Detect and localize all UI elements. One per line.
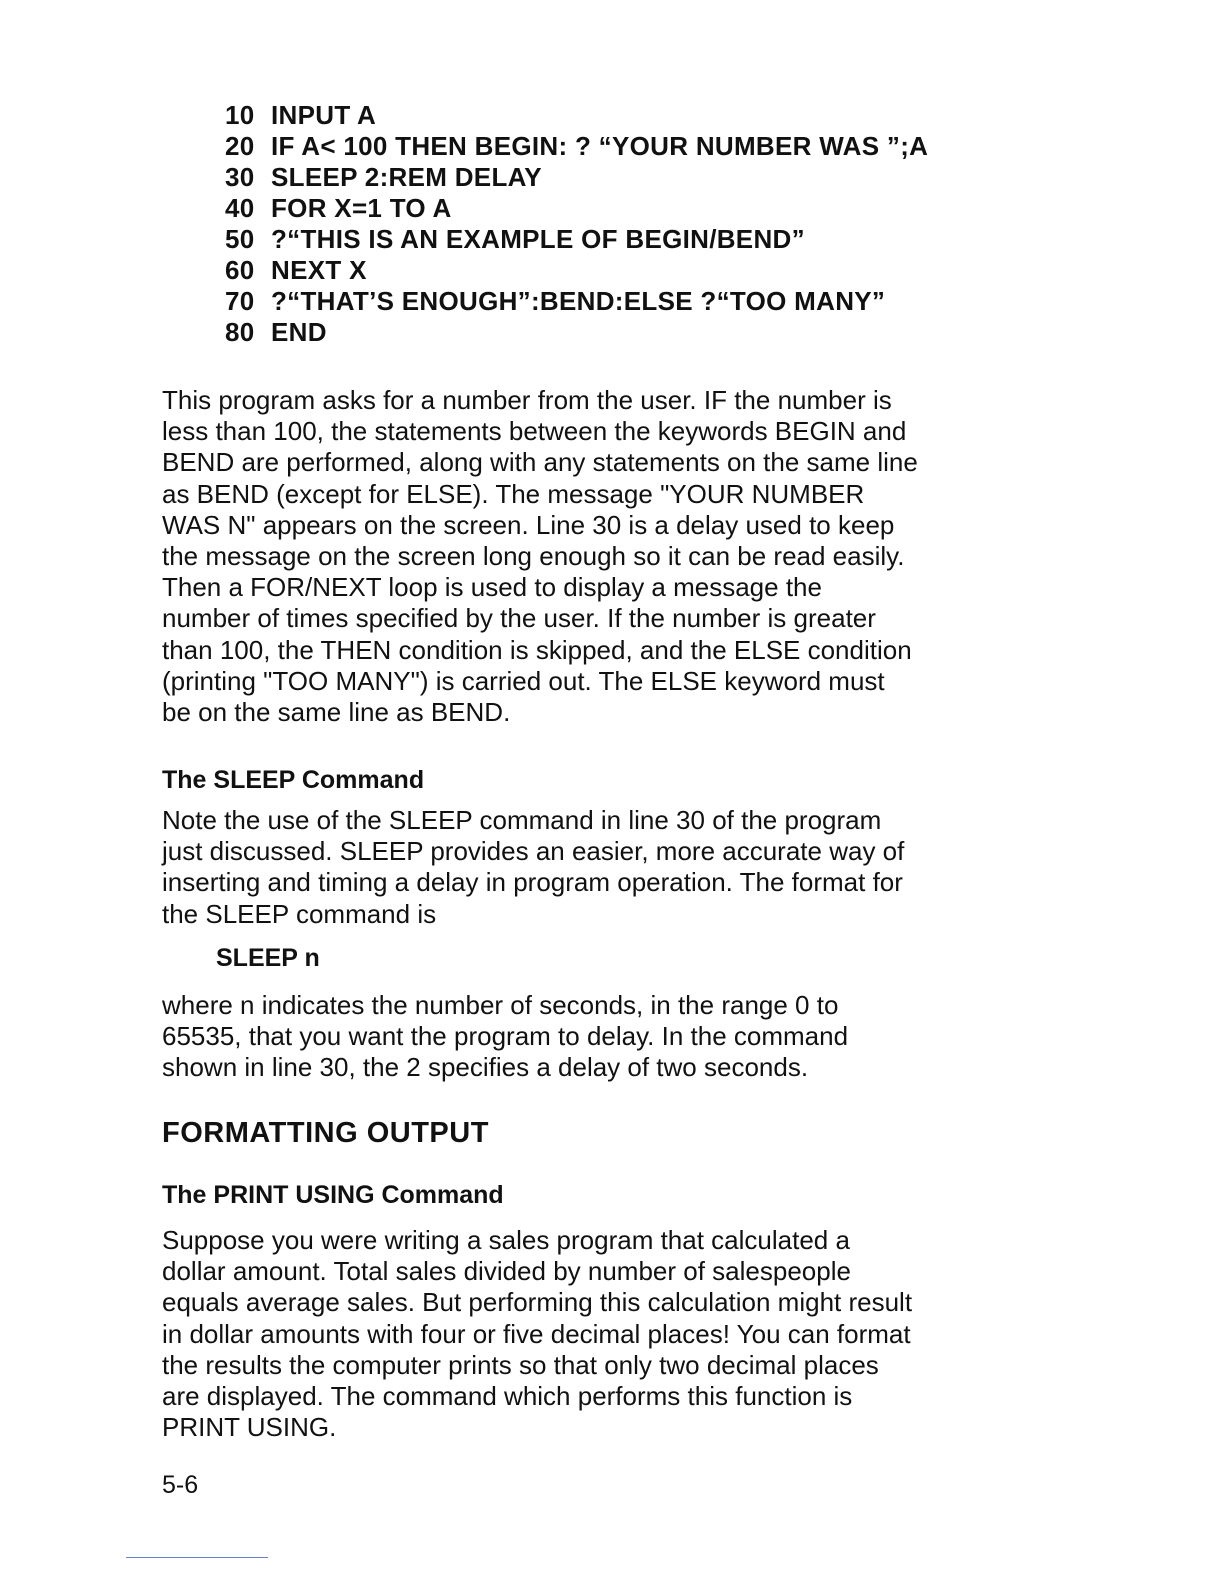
line-number: 50 xyxy=(225,224,255,254)
code-statement: NEXT X xyxy=(271,255,367,285)
line-number: 80 xyxy=(225,317,255,347)
text-line: BEND are performed, along with any statements on the same line xyxy=(162,447,918,478)
text-line: in dollar amounts with four or five decimal places! You can format xyxy=(162,1318,911,1349)
line-number: 10 xyxy=(225,100,255,130)
text-line: 65535, that you want the program to delay. In the command xyxy=(162,1021,849,1052)
code-listing xyxy=(225,100,928,348)
code-statement: FOR X=1 TO A xyxy=(271,193,452,223)
text-line: WAS N" appears on the screen. Line 30 is a delay used to keep xyxy=(162,509,895,540)
code-line xyxy=(225,286,928,317)
text-line: (printing "TOO MANY") is carried out. The ELSE keyword must xyxy=(162,665,885,696)
code-line xyxy=(225,317,928,348)
line-number: 20 xyxy=(225,131,255,161)
text-line: Suppose you were writing a sales program that calculated a xyxy=(162,1225,850,1255)
text-line: are displayed. The command which performs this function is xyxy=(162,1380,853,1411)
sleep-explanation xyxy=(162,990,1012,1084)
text-line: the results the computer prints so that only two decimal places xyxy=(162,1349,879,1380)
print-using-paragraph xyxy=(162,1225,1012,1443)
text-line: number of times specified by the user. If the number is greater xyxy=(162,603,876,634)
text-line: PRINT USING. xyxy=(162,1412,337,1443)
text-line: the SLEEP command is xyxy=(162,898,437,929)
text-line: as BEND (except for ELSE). The message "YOUR NUMBER xyxy=(162,478,865,509)
code-line xyxy=(225,193,928,224)
text-line: equals average sales. But performing this calculation might result xyxy=(162,1287,913,1318)
text-line: where n indicates the number of seconds, in the range 0 to xyxy=(162,990,839,1020)
sleep-paragraph xyxy=(162,805,1012,930)
text-line: shown in line 30, the 2 specifies a delay of two seconds. xyxy=(162,1052,809,1083)
text-line: Note the use of the SLEEP command in line 30 of the program xyxy=(162,805,882,835)
text-line: the message on the screen long enough so it can be read easily. xyxy=(162,540,905,571)
print-using-heading: The PRINT USING Command xyxy=(162,1181,504,1209)
code-line xyxy=(225,255,928,286)
code-statement: SLEEP 2:REM DELAY xyxy=(271,162,542,192)
code-line xyxy=(225,131,928,162)
code-statement: INPUT A xyxy=(271,100,377,130)
line-number: 60 xyxy=(225,255,255,285)
text-line: dollar amount. Total sales divided by number of salespeople xyxy=(162,1256,851,1287)
code-statement: ?“THAT’S ENOUGH”:BEND:ELSE ?“TOO MANY” xyxy=(271,286,886,316)
code-statement: ?“THIS IS AN EXAMPLE OF BEGIN/BEND” xyxy=(271,224,805,254)
code-statement: IF A< 100 THEN BEGIN: ? “YOUR NUMBER WAS ”;A xyxy=(271,131,929,161)
text-line: This program asks for a number from the user. IF the number is xyxy=(162,385,892,415)
text-line: than 100, the THEN condition is skipped, and the ELSE condition xyxy=(162,634,912,665)
text-line: just discussed. SLEEP provides an easier, more accurate way of xyxy=(162,836,905,867)
code-line xyxy=(225,162,928,193)
code-line xyxy=(225,224,928,255)
text-line: less than 100, the statements between the keywords BEGIN and xyxy=(162,416,907,447)
line-number: 40 xyxy=(225,193,255,223)
scan-edge-line xyxy=(126,1557,268,1558)
formatting-output-heading: FORMATTING OUTPUT xyxy=(162,1117,489,1149)
line-number: 70 xyxy=(225,286,255,316)
text-line: be on the same line as BEND. xyxy=(162,696,511,727)
sleep-command-heading: The SLEEP Command xyxy=(162,766,425,794)
text-line: inserting and timing a delay in program operation. The format for xyxy=(162,867,903,898)
page-number: 5-6 xyxy=(162,1471,199,1499)
line-number: 30 xyxy=(225,162,255,192)
code-line xyxy=(225,100,928,131)
code-statement: END xyxy=(271,317,327,347)
sleep-syntax: SLEEP n xyxy=(216,944,320,972)
intro-paragraph xyxy=(162,385,1012,728)
text-line: Then a FOR/NEXT loop is used to display a message the xyxy=(162,572,822,603)
